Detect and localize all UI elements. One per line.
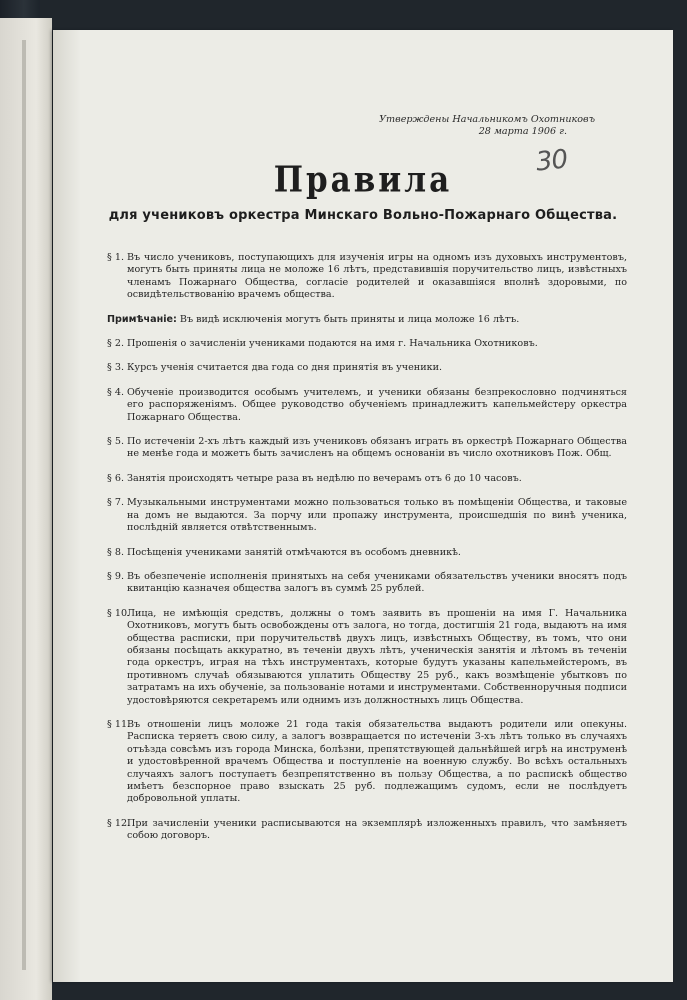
rule-paragraph-12 — [107, 818, 627, 843]
section-text: Въ отношеніи лицъ моложе 21 года такія обязательства выдаютъ родители или опекуны. Расписка теряетъ свою силу, а залогъ возвращается по истеченіи 3-хъ лѣтъ только въ случаяхъ отъѣзда совсѣмъ изъ города Минска, болѣзни, препятствующей дальнѣйшей игрѣ на инструменѣ и удостовѣренной врачемъ Общества и поступленіе на военную службу. Во всѣхъ остальныхъ случаяхъ залогъ поступаетъ безпрепятственно въ пользу Общества, а по распискѣ общество имѣетъ безспорное право взыскать 25 руб. подлежащимъ судомъ, если не послѣдуетъ добровольной уплаты. — [127, 718, 627, 805]
rule-paragraph-10 — [107, 608, 627, 707]
page-stack-edge — [22, 40, 26, 970]
rule-paragraph-8 — [107, 547, 627, 559]
rule-paragraph-5 — [107, 436, 627, 461]
rule-paragraph-2 — [107, 338, 627, 350]
rule-paragraph-9 — [107, 571, 627, 596]
section-number: § 5. — [107, 436, 124, 448]
note-paragraph — [107, 314, 627, 326]
section-number: § 8. — [107, 546, 124, 558]
section-text: Въ обезпеченіе исполненія принятыхъ на себя учениками обязательствъ ученики вносятъ подъ квитанцію казначея общества залогъ въ суммѣ 25 рублей. — [127, 570, 627, 595]
approval-date: 28 марта 1906 г. — [478, 126, 567, 137]
section-number: § 9. — [107, 570, 124, 582]
section-number: § 3. — [107, 362, 124, 374]
section-number: § 4. — [107, 386, 124, 398]
section-text: Обученіе производится особымъ учителемъ, и ученики обязаны безпрекословно подчиняться его распоряженіямъ. Общее руководство обученіемъ принадлежитъ капельмейстеру оркестра Пожарнаго Общества. — [127, 386, 627, 423]
rule-paragraph-1 — [107, 252, 627, 302]
approval-line-1: Утверждены Начальникомъ Охотниковъ — [379, 114, 595, 125]
note-text: Въ видѣ исключенія могутъ быть приняты и лица моложе 16 лѣтъ. — [179, 313, 520, 325]
document-subtitle: для учениковъ оркестра Минскаго Вольно-Пожарнаго Общества. — [108, 208, 618, 223]
approval-stamp — [375, 114, 595, 138]
section-text: Лица, не имѣющія средствъ, должны о томъ заявить въ прошеніи на имя Г. Начальника Охотниковъ, могутъ быть освобождены отъ залога, но тогда, достигшія 21 года, выдаютъ на имя общества расписки, при поручительствѣ двухъ лицъ, извѣстныхъ Обществу, въ томъ, что они обязаны посѣщать аккуратно, въ теченіи двухъ лѣтъ, ученическія занятія и лѣтомъ въ теченіи года оркестръ, играя на тѣхъ инструментахъ, которые будутъ указаны капельмейстеромъ, въ противномъ случаѣ обязываются уплатить Обществу 25 руб., какъ возмѣщеніе убытковъ по затратамъ на ихъ обученіе, за пользованіе нотами и инструментами. Собственноручныя подписи удостовѣряются секретаремъ или однимъ изъ должностныхъ лицъ Общества. — [127, 607, 627, 706]
section-number: § 12. — [107, 817, 131, 829]
section-text: Курсъ ученія считается два года со дня принятія въ ученики. — [127, 362, 443, 374]
section-number: § 7. — [107, 497, 124, 509]
section-number: § 1. — [107, 252, 124, 263]
section-text: Прошенія о зачисленіи учениками подаются на имя г. Начальника Охотниковъ. — [127, 338, 538, 350]
document-title: Правила — [273, 159, 453, 201]
section-text: Въ число учениковъ, поступающихъ для изученія игры на одномъ изъ духовыхъ инструментовъ, могутъ быть приняты лица не моложе 16 лѣтъ, представившія поручительство лицъ, извѣстныхъ членамъ Пожарнаго Общества, согласіе родителей и оказавшіяся вполнѣ здоровыми, по освидѣтельствованію врачемъ общества. — [127, 252, 627, 301]
section-text: При зачисленіи ученики расписываются на экземплярѣ изложенныхъ правилъ, что замѣняетъ собою договоръ. — [127, 817, 627, 842]
section-text: Музыкальными инструментами можно пользоваться только въ помѣщеніи Общества, и таковые на домъ не выдаются. За порчу или пропажу инструмента, происшедшія по винѣ ученика, послѣдній является отвѣтственнымъ. — [127, 497, 627, 534]
rule-paragraph-6 — [107, 473, 627, 485]
rule-paragraph-7 — [107, 497, 627, 534]
section-number: § 10. — [107, 607, 131, 619]
underlying-page-edge — [0, 18, 52, 1000]
rule-paragraph-3 — [107, 362, 627, 374]
section-number: § 6. — [107, 472, 124, 484]
section-text: Посѣщенія учениками занятій отмѣчаются въ особомъ дневникѣ. — [127, 546, 461, 558]
section-number: § 11. — [107, 718, 131, 730]
rule-paragraph-11 — [107, 719, 627, 806]
section-number: § 2. — [107, 338, 124, 350]
note-label: Примѣчаніе: — [107, 313, 177, 325]
section-text: Занятія происходятъ четыре раза въ недѣлю по вечерамъ отъ 6 до 10 часовъ. — [127, 472, 522, 484]
handwritten-folio-number: 30 — [534, 144, 569, 178]
section-text: По истеченіи 2-хъ лѣтъ каждый изъ учениковъ обязанъ играть въ оркестрѣ Пожарнаго Общества не менѣе года и можетъ быть зачисленъ на общемъ основаніи въ число охотниковъ Пож. Общ. — [127, 436, 627, 460]
document-page — [53, 30, 673, 982]
rule-paragraph-4 — [107, 387, 627, 424]
rules-body — [107, 252, 627, 855]
